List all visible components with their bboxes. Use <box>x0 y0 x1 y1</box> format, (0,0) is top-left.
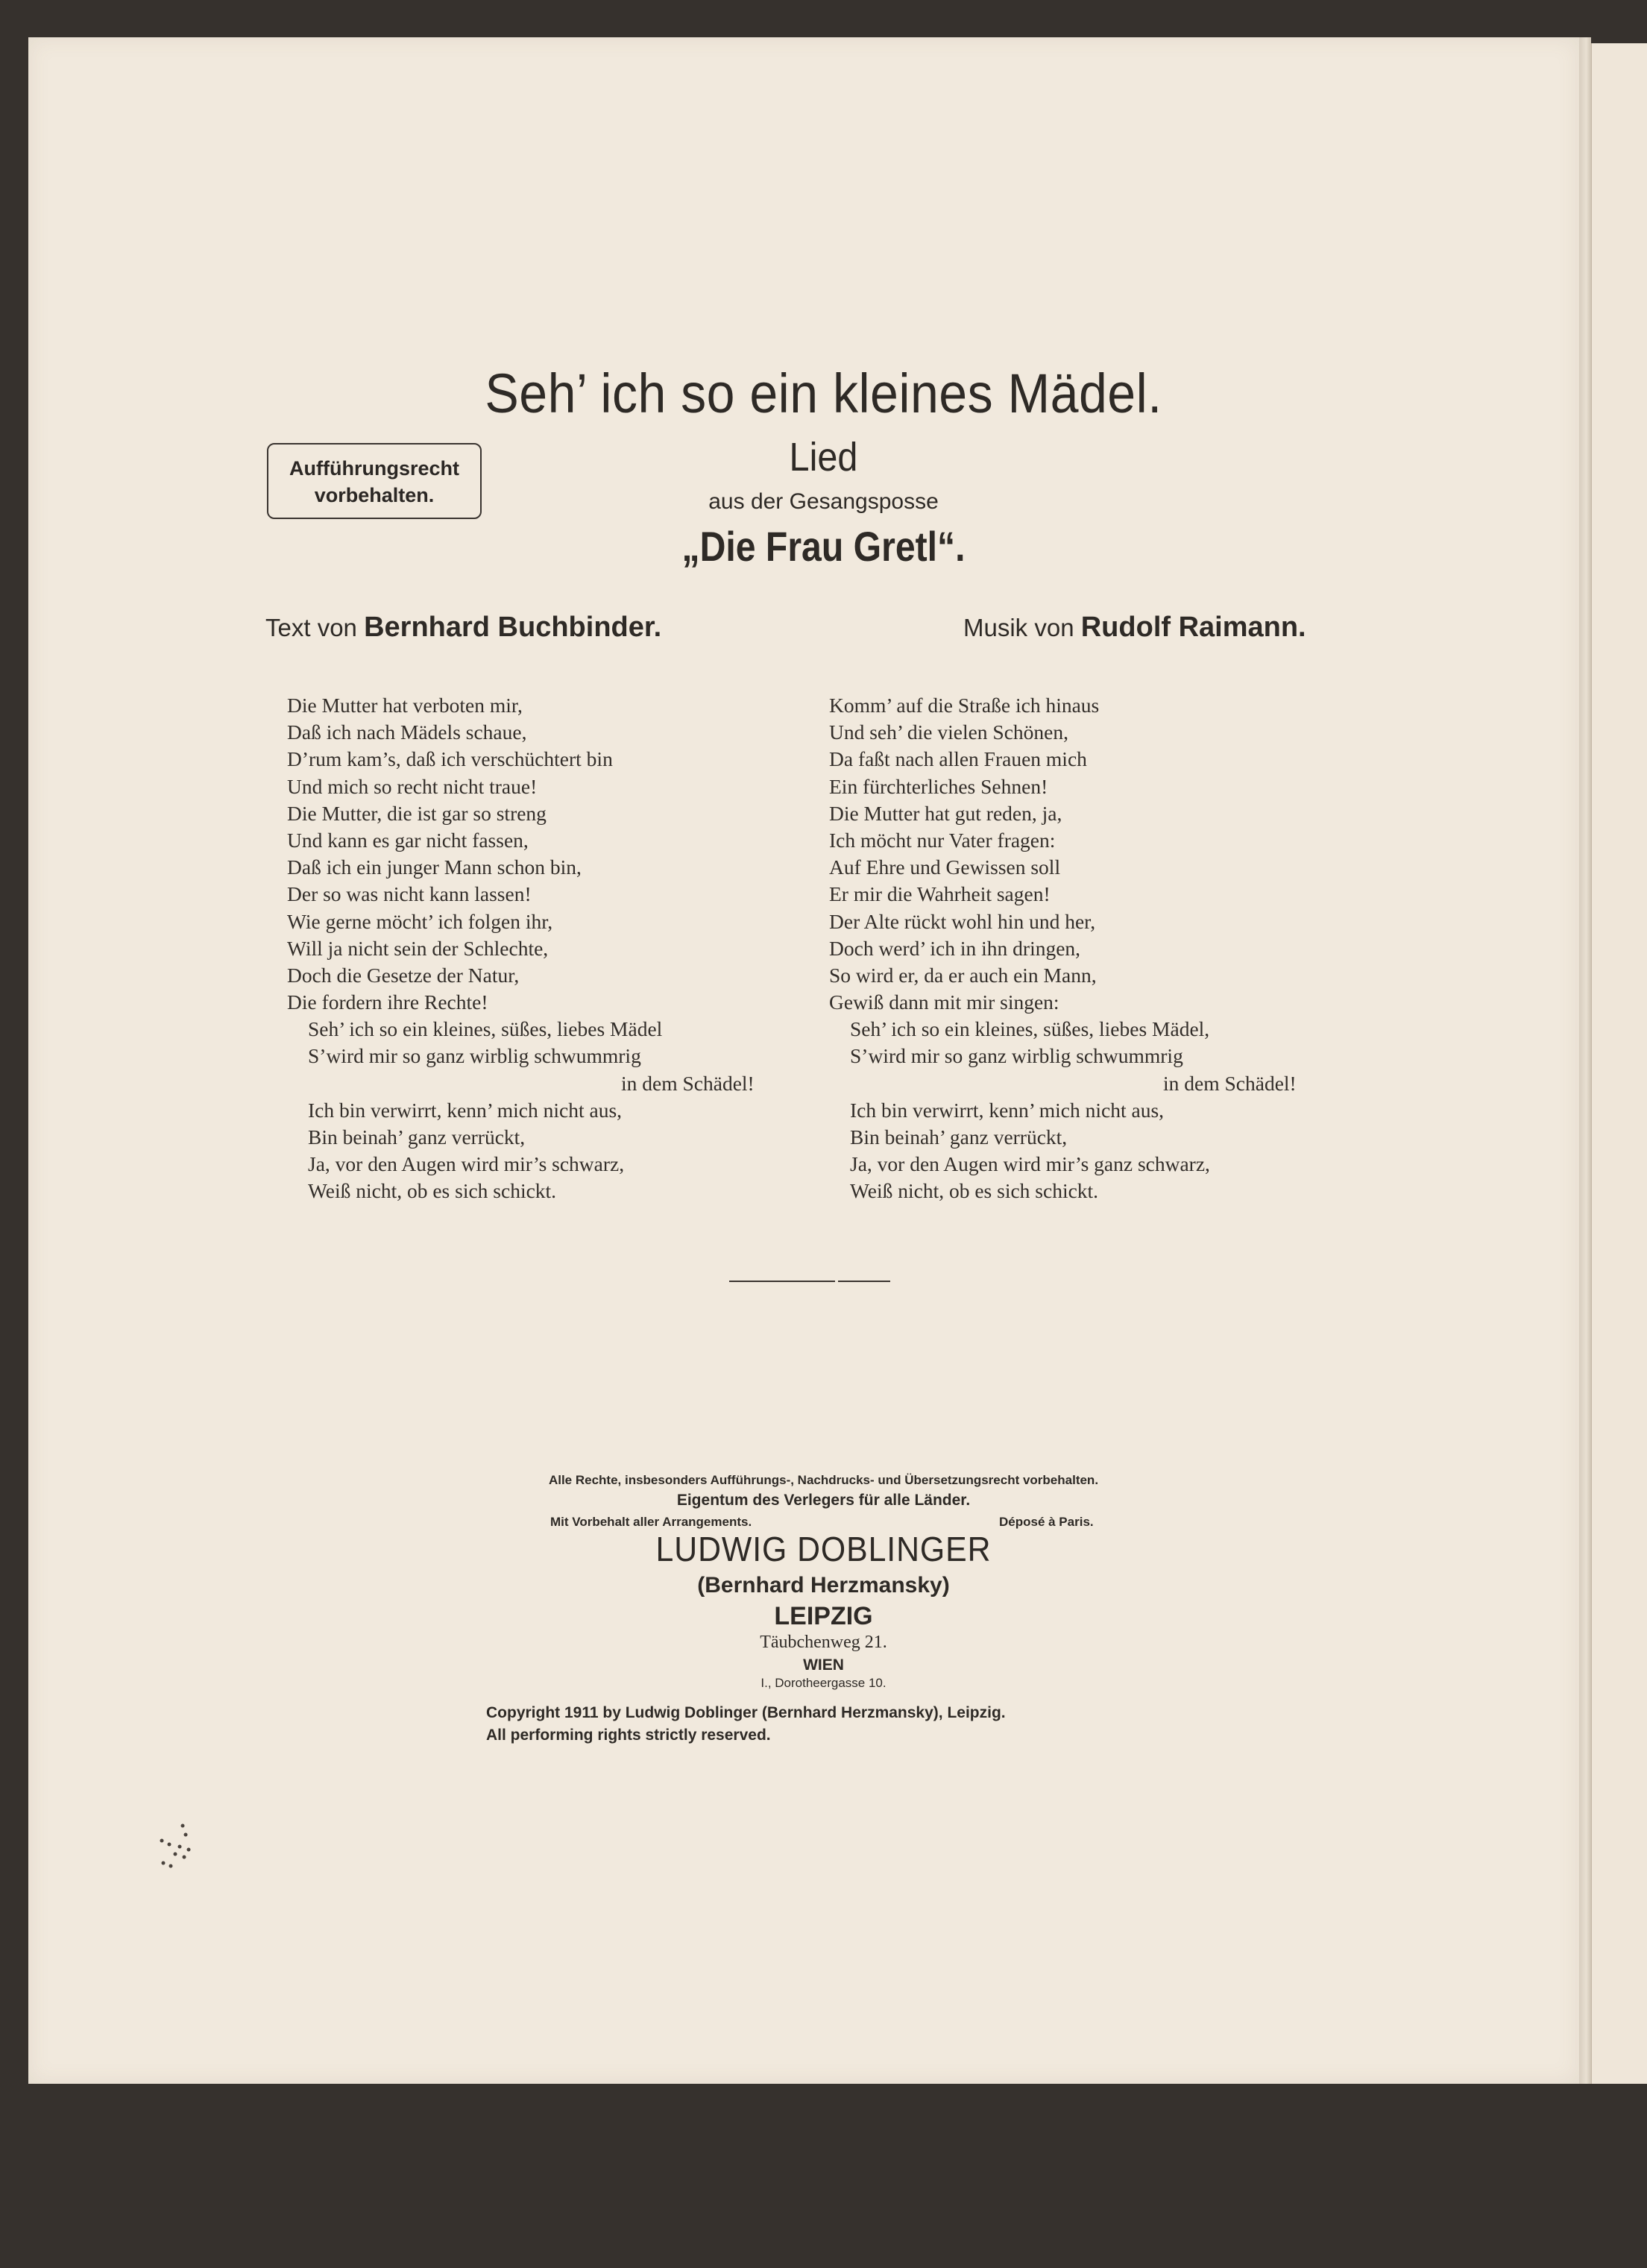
composer-credit <box>963 612 1306 644</box>
publisher-city: LEIPZIG <box>774 1602 873 1630</box>
verse-line: Und mich so recht nicht traue! <box>287 774 538 798</box>
verse-line: in dem Schädel! <box>621 1071 755 1095</box>
verse-line: S’wird mir so ganz wirblig schwummrig <box>850 1044 1183 1068</box>
library-perforation-mark <box>153 1820 198 1872</box>
verse-line: Der Alte rückt wohl hin und her, <box>829 909 1096 933</box>
verse-line: D’rum kam’s, daß ich verschüchtert bin <box>287 747 613 771</box>
depose-notice: Déposé à Paris. <box>999 1515 1094 1529</box>
property-notice: Eigentum des Verlegers für alle Länder. <box>676 1492 971 1509</box>
verse-line: Bin beinah’ ganz verrückt, <box>308 1125 526 1149</box>
verse-line: Wie gerne möcht’ ich folgen ihr, <box>287 909 553 933</box>
verse-line: Weiß nicht, ob es sich schickt. <box>850 1179 1099 1203</box>
verse-line: Will ja nicht sein der Schlechte, <box>287 936 549 960</box>
publisher-city-2: WIEN <box>803 1656 844 1674</box>
show-title: „Die Frau Gretl“. <box>681 523 966 570</box>
publisher-name: LUDWIG DOBLINGER <box>655 1530 992 1568</box>
arrangements-notice: Mit Vorbehalt aller Arrangements. <box>550 1515 752 1529</box>
verse-line: Und seh’ die vielen Schönen, <box>829 720 1069 744</box>
verse-line: Daß ich ein junger Mann schon bin, <box>287 855 582 879</box>
lyricist-credit <box>265 612 661 644</box>
song-origin: aus der Gesangsposse <box>708 489 939 514</box>
verse-line: Ja, vor den Augen wird mir’s ganz schwarz, <box>850 1152 1210 1176</box>
verse-line: Und kann es gar nicht fassen, <box>287 828 529 852</box>
verse-line: Ich bin verwirrt, kenn’ mich nicht aus, <box>850 1098 1165 1122</box>
publisher-address-2: I., Dorotheergasse 10. <box>760 1676 887 1690</box>
copyright-line: Copyright 1911 by Ludwig Doblinger (Bernhard Herzmansky), Leipzig. <box>486 1704 1006 1721</box>
verse-line: Auf Ehre und Gewissen soll <box>829 855 1061 879</box>
song-type: Lied <box>789 435 858 480</box>
verse-line: Weiß nicht, ob es sich schickt. <box>308 1179 557 1203</box>
verse-line: Ja, vor den Augen wird mir’s schwarz, <box>308 1152 625 1176</box>
composer-name: Rudolf Raimann. <box>1080 612 1306 643</box>
performing-rights-line: All performing rights strictly reserved. <box>486 1727 771 1744</box>
verse-line: So wird er, da er auch ein Mann, <box>829 963 1097 987</box>
performance-rights-stamp <box>267 443 482 519</box>
verse-1 <box>287 692 755 1205</box>
page-edge <box>1579 37 1591 2084</box>
stamp-line-1: Aufführungsrecht <box>289 457 459 480</box>
verse-line: Komm’ auf die Straße ich hinaus <box>829 694 1100 717</box>
verse-line: Seh’ ich so ein kleines, süßes, liebes Mädel, <box>850 1017 1210 1041</box>
song-title: Seh’ ich so ein kleines Mädel. <box>485 362 1162 424</box>
verse-line: Die Mutter hat verboten mir, <box>287 694 523 717</box>
publisher-address: Täubchenweg 21. <box>760 1633 887 1652</box>
verse-line: Seh’ ich so ein kleines, süßes, liebes Mädel <box>308 1017 663 1041</box>
lyricist-prefix: Text von <box>265 614 357 641</box>
divider-rule-short <box>838 1281 890 1282</box>
verse-line: in dem Schädel! <box>1163 1071 1297 1095</box>
verse-line: Daß ich nach Mädels schaue, <box>287 720 527 744</box>
publisher-subname: (Bernhard Herzmansky) <box>697 1573 950 1598</box>
verse-line: Die Mutter, die ist gar so streng <box>287 801 547 825</box>
verse-line: Doch die Gesetze der Natur, <box>287 963 520 987</box>
verse-line: S’wird mir so ganz wirblig schwummrig <box>308 1044 641 1068</box>
verse-2 <box>829 692 1297 1205</box>
verse-line: Er mir die Wahrheit sagen! <box>829 882 1051 906</box>
composer-prefix: Musik von <box>963 614 1074 641</box>
verse-line: Die fordern ihre Rechte! <box>287 990 488 1014</box>
adjacent-page <box>1591 43 1647 2084</box>
verse-line: Da faßt nach allen Frauen mich <box>829 747 1087 771</box>
lyricist-name: Bernhard Buchbinder. <box>364 612 662 643</box>
verse-line: Doch werd’ ich in ihn dringen, <box>829 936 1081 960</box>
stamp-line-2: vorbehalten. <box>314 484 435 506</box>
sheet-page <box>28 37 1579 2084</box>
verse-line: Gewiß dann mit mir singen: <box>829 990 1059 1014</box>
verse-line: Ein fürchterliches Sehnen! <box>829 774 1048 798</box>
rights-notice: Alle Rechte, insbesonders Aufführungs-, Nachdrucks- und Übersetzungsrecht vorbehalten. <box>548 1473 1099 1487</box>
verse-line: Der so was nicht kann lassen! <box>287 882 532 906</box>
verse-line: Die Mutter hat gut reden, ja, <box>829 801 1062 825</box>
verse-line: Ich bin verwirrt, kenn’ mich nicht aus, <box>308 1098 623 1122</box>
divider-rule <box>729 1281 835 1282</box>
verse-line: Ich möcht nur Vater fragen: <box>829 828 1056 852</box>
verse-line: Bin beinah’ ganz verrückt, <box>850 1125 1068 1149</box>
